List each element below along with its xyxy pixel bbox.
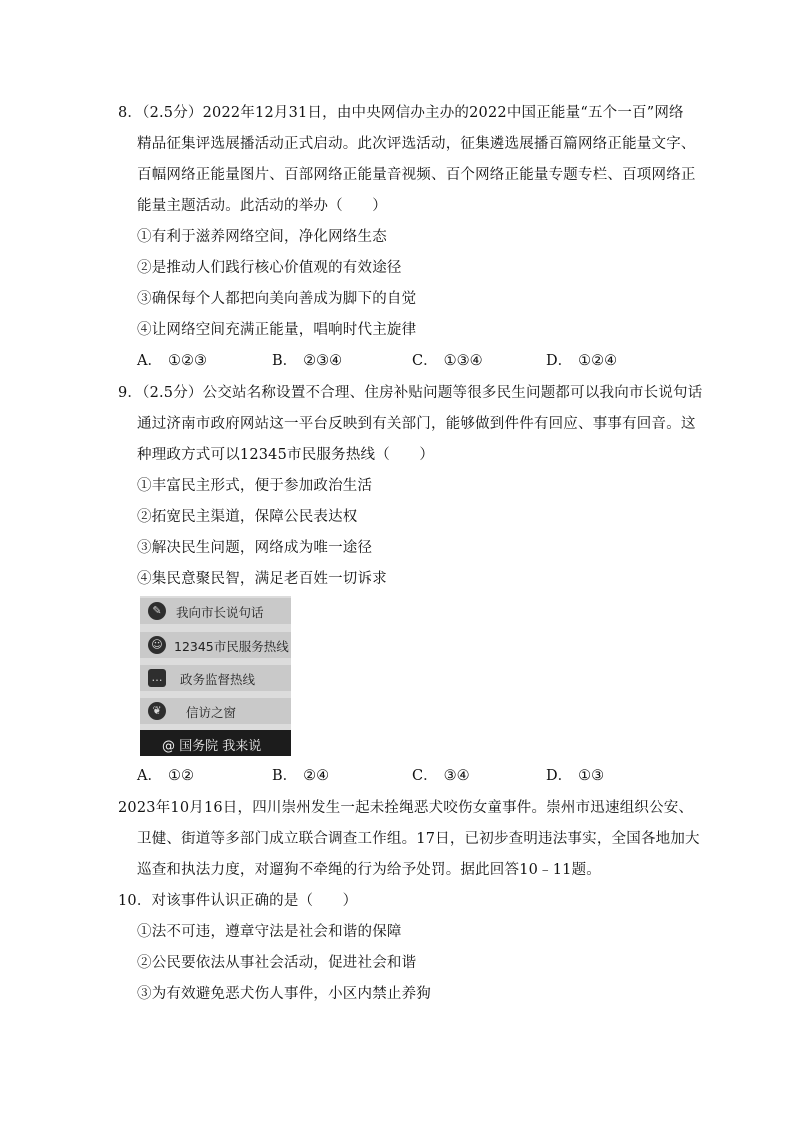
option-value: ①② <box>167 768 194 784</box>
q8-option-a[interactable] <box>137 351 207 371</box>
q9-stem-line-1: 9．（2.5分）公交站名称设置不合理、住房补贴问题等很多民生问题都可以我向市长说句话 <box>118 385 703 401</box>
option-label: C． <box>412 768 438 784</box>
website-menu-image <box>140 596 291 756</box>
q9-option-d[interactable] <box>546 766 604 786</box>
q8-item-3: ③确保每个人都把向美向善成为脚下的自觉 <box>137 291 417 307</box>
option-value: ①③④ <box>443 353 483 369</box>
q9-option-c[interactable] <box>412 766 470 786</box>
menu-row-petition <box>140 698 291 724</box>
q8-option-d[interactable] <box>546 351 617 371</box>
q9-stem-line-3: 种理政方式可以12345市民服务热线（ ） <box>137 447 435 463</box>
menu-row-label: @ 国务院 我来说 <box>162 739 262 754</box>
q10-item-3: ③为有效避免恶犬伤人事件，小区内禁止养狗 <box>137 986 431 1002</box>
q9-option-a[interactable] <box>137 766 194 786</box>
q9-item-4: ④集民意聚民智，满足老百姓一切诉求 <box>137 571 387 587</box>
q8-stem-line-2: 精品征集评选展播活动正式启动。此次评选活动，征集遴选展播百篇网络正能量文字、 <box>137 136 696 152</box>
option-label: D． <box>546 353 573 369</box>
q8-stem-line-4: 能量主题活动。此活动的举办（ ） <box>137 198 387 214</box>
menu-row-label: 政务监督热线 <box>180 672 256 687</box>
option-value: ①②③ <box>167 353 207 369</box>
material-line-2: 卫健、街道等多部门成立联合调查工作组。17日，已初步查明违法事实，全国各地加大 <box>137 831 700 847</box>
menu-row-label: 我向市长说句话 <box>176 605 264 620</box>
option-value: ③④ <box>443 768 470 784</box>
menu-row-label: 信访之窗 <box>186 705 237 720</box>
q8-option-b[interactable] <box>272 351 342 371</box>
menu-row-hotline <box>140 632 291 658</box>
option-value: ②④ <box>303 768 330 784</box>
menu-row-mayor <box>140 598 291 624</box>
q8-stem-line-1: 8．（2.5分）2022年12月31日，由中央网信办主办的2022中国正能量“五个一百”网络 <box>118 105 684 121</box>
chat-icon: … <box>148 669 166 687</box>
option-label: A． <box>137 768 162 784</box>
q8-item-4: ④让网络空间充满正能量，唱响时代主旋律 <box>137 322 417 338</box>
q9-item-1: ①丰富民主形式，便于参加政治生活 <box>137 478 373 494</box>
leaf-icon: ❦ <box>148 702 166 720</box>
q8-item-2: ②是推动人们践行核心价值观的有效途径 <box>137 260 402 276</box>
q9-stem-line-2: 通过济南市政府网站这一平台反映到有关部门，能够做到件件有回应、事事有回音。这 <box>137 416 696 432</box>
person-icon: ☺ <box>148 636 166 654</box>
option-value: ②③④ <box>303 353 343 369</box>
menu-row-label: 12345市民服务热线 <box>174 639 289 654</box>
q9-item-3: ③解决民生问题，网络成为唯一途径 <box>137 540 373 556</box>
q10-item-1: ①法不可违，遵章守法是社会和谐的保障 <box>137 924 402 940</box>
option-label: D． <box>546 768 573 784</box>
option-value: ①②④ <box>578 353 618 369</box>
option-value: ①③ <box>578 768 605 784</box>
q8-stem-line-3: 百幅网络正能量图片、百部网络正能量音视频、百个网络正能量专题专栏、百项网络正 <box>137 167 696 183</box>
q9-item-2: ②拓宽民主渠道，保障公民表达权 <box>137 509 358 525</box>
q10-stem: 10．对该事件认识正确的是（ ） <box>118 893 358 909</box>
q8-item-1: ①有利于滋养网络空间，净化网络生态 <box>137 229 387 245</box>
q10-item-2: ②公民要依法从事社会活动，促进社会和谐 <box>137 955 417 971</box>
quill-icon: ✎ <box>148 602 166 620</box>
menu-row-supervision <box>140 665 291 691</box>
q9-option-b[interactable] <box>272 766 329 786</box>
option-label: C． <box>412 353 438 369</box>
material-line-3: 巡查和执法力度，对遛狗不牵绳的行为给予处罚。据此回答10﹣11题。 <box>137 862 601 878</box>
option-label: B． <box>272 768 298 784</box>
option-label: B． <box>272 353 298 369</box>
menu-row-state-council <box>140 730 291 756</box>
q8-option-c[interactable] <box>412 351 483 371</box>
material-line-1: 2023年10月16日，四川崇州发生一起未拴绳恶犬咬伤女童事件。崇州市迅速组织公安、 <box>118 800 694 816</box>
option-label: A． <box>137 353 162 369</box>
